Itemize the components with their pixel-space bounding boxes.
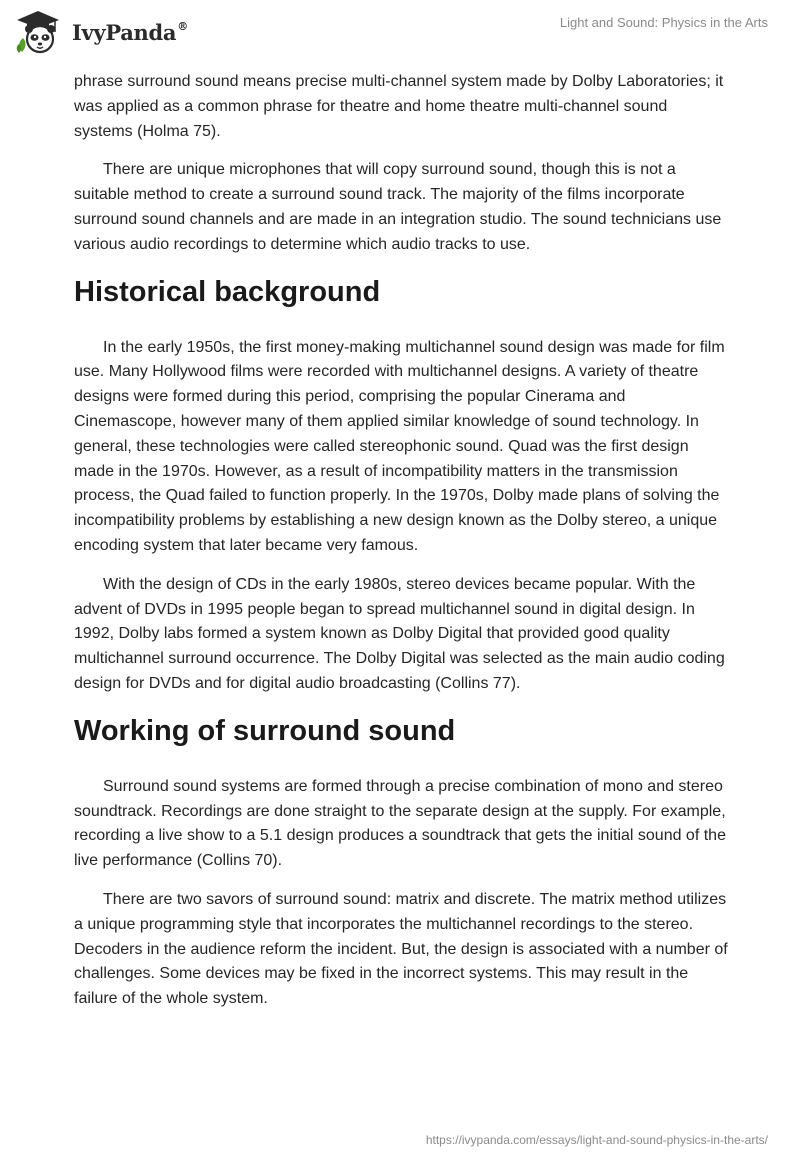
paragraph: With the design of CDs in the early 1980s, stereo devices became popular. With the advent of DVDs in 1995 people began to spread multichannel sound in digital design. In 1992, Dolby labs formed a system known as Dolby Digital that provided good quality multichannel surround occurrence. The Dolby Digital was selected as the main audio coding design for DVDs and for digital audio broadcasting (Collins 77). xyxy=(74,575,725,692)
brand-text: IvyPanda xyxy=(72,20,177,45)
section-heading-working-of-surround-sound: Working of surround sound xyxy=(74,714,456,747)
running-title: Light and Sound: Physics in the Arts xyxy=(559,15,768,30)
registered-mark: ® xyxy=(177,20,188,33)
paragraph: Surround sound systems are formed through a precise combination of mono and stereo soundtrack. Recordings are done straight to the separate design at the supply. For example, recording a live show to a 5.1 design produces a soundtrack that gets the initial sound of the live performance (Collins 70). xyxy=(74,777,726,870)
essay-body xyxy=(74,70,728,1026)
panda-logo-icon[interactable] xyxy=(14,8,62,56)
brand-name[interactable] xyxy=(72,20,188,45)
paragraph: In the early 1950s, the first money-making multichannel sound design was made for film use. Many Hollywood films were recorded with multichannel designs. A variety of theatre designs were formed during this period, comprising the popular Cinerama and Cinemascope, however many of them applied similar knowledge of sound technology. In general, these technologies were called stereophonic sound. Quad was the first design made in the 1970s. However, as a result of incompatibility matters in the transmission process, the Quad failed to function properly. In the 1970s, Dolby made plans of solving the incompatibility problems by establishing a new design known as the Dolby stereo, a unique encoding system that later became very famous. xyxy=(74,338,725,554)
footer-source-url[interactable]: https://ivypanda.com/essays/light-and-sound-physics-in-the-arts/ xyxy=(425,1133,768,1147)
paragraph: There are two savors of surround sound: matrix and discrete. The matrix method utilizes a unique programming style that incorporates the multichannel recordings to the stereo. Decoders in the audience reform the incident. But, the design is associated with a number of challenges. Some devices may be fixed in the incorrect systems. This may result in the failure of the whole system. xyxy=(74,890,728,1008)
page-header xyxy=(0,0,800,64)
section-heading-historical-background: Historical background xyxy=(74,275,381,308)
paragraph-continuation: phrase surround sound means precise multi-channel system made by Dolby Laboratories; it was applied as a common phrase for theatre and home theatre multi-channel sound systems (Holma 75). xyxy=(74,73,724,140)
paragraph: There are unique microphones that will copy surround sound, though this is not a suitable method to create a surround sound track. The majority of the films incorporate surround sound channels and are made in an integration studio. The sound technicians use various audio recordings to determine which audio tracks to use. xyxy=(74,161,722,253)
